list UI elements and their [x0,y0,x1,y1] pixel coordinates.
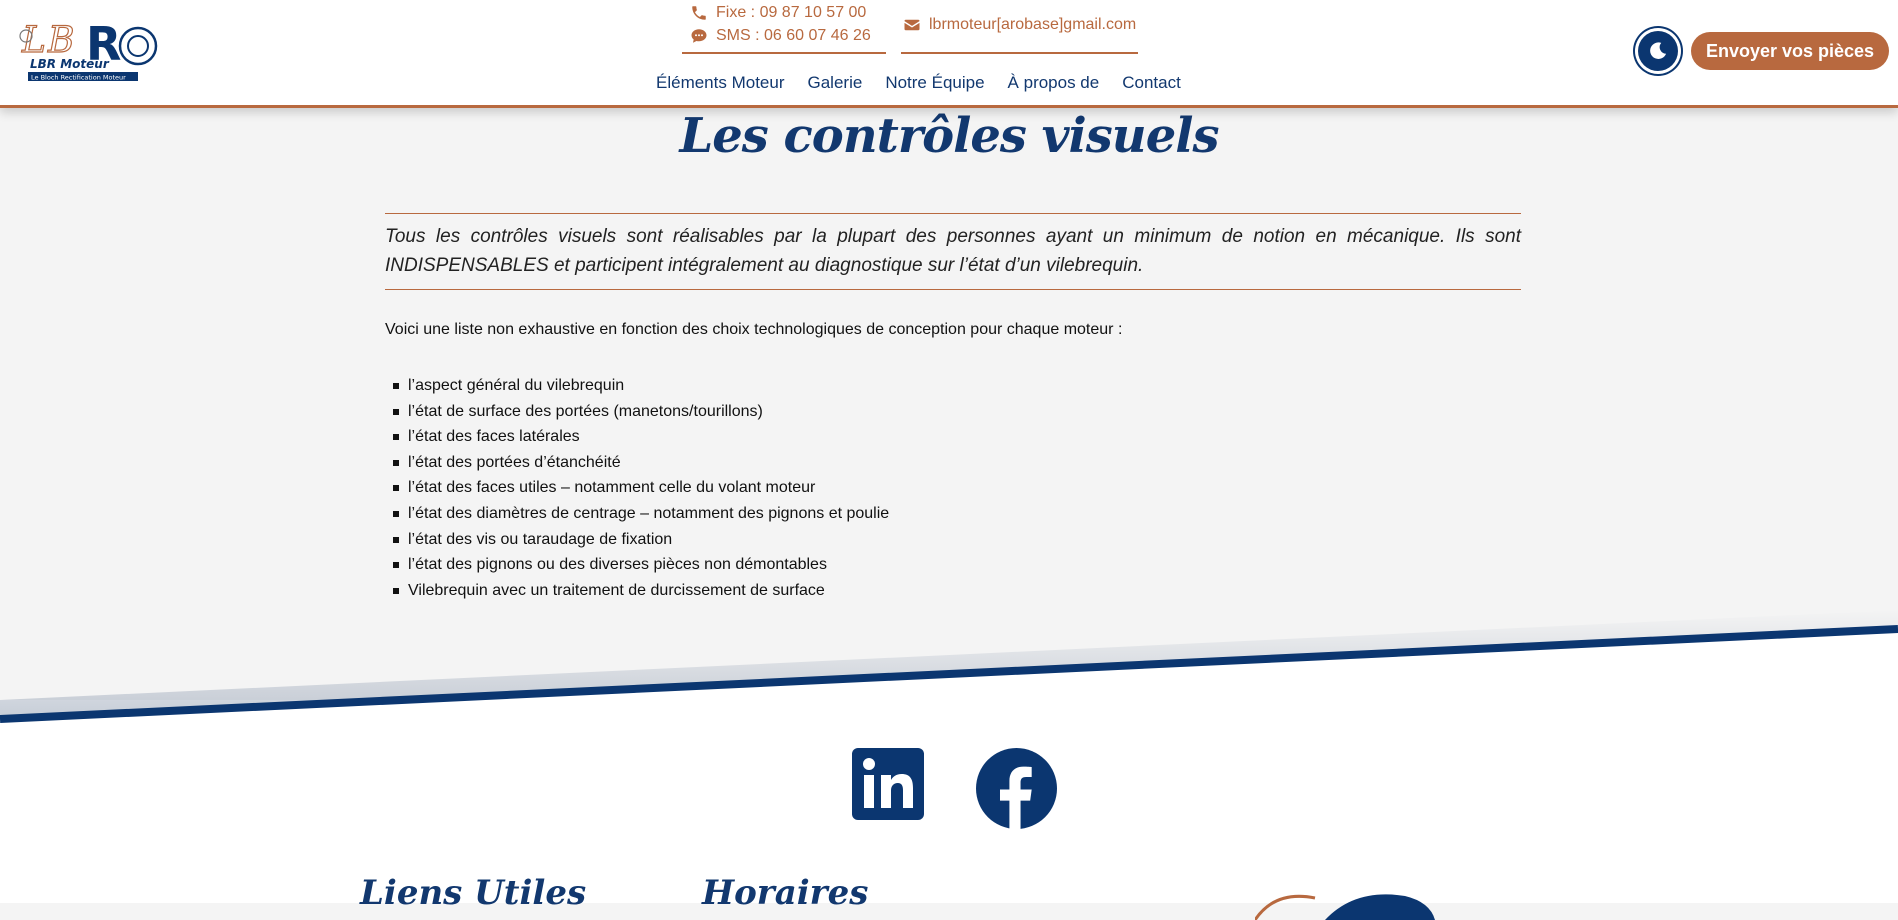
list-item: l’aspect général du vilebrequin [385,373,889,399]
page-title: Les contrôles visuels [679,108,1219,164]
svg-text:R: R [86,18,122,71]
facebook-link[interactable] [976,748,1057,829]
site-logo[interactable] [18,18,170,82]
list-item: l’état des vis ou taraudage de fixation [385,527,889,553]
email-contact-box [901,0,1138,54]
footer [0,700,1898,903]
nav-item-galerie[interactable]: Galerie [807,73,863,92]
moon-icon [1647,40,1669,62]
linkedin-icon [852,748,924,820]
list-item: l’état de surface des portées (manetons/tourillons) [385,399,889,425]
main-nav [656,73,1181,93]
footer-heading-liens: Liens Utiles [360,873,587,913]
list-item: l’état des diamètres de centrage – notamment des pignons et poulie [385,501,889,527]
svg-text:L: L [22,20,46,61]
sms-icon [690,27,708,45]
dark-mode-toggle[interactable] [1638,31,1678,71]
list-item: l’état des faces utiles – notamment celle du volant moteur [385,475,889,501]
linkedin-link[interactable] [852,748,924,820]
send-parts-button[interactable]: Envoyer vos pièces [1691,32,1889,70]
phone-icon [690,4,708,22]
logo-tagline: Le Bloch Rectification Moteur [31,73,126,82]
nav-item-notre-equipe[interactable]: Notre Équipe [885,73,985,92]
site-header [0,0,1898,108]
facebook-icon [976,748,1057,829]
section-divider [0,610,1898,730]
logo-text: LBR Moteur [30,57,109,71]
list-item: l’état des pignons ou des diverses pièces non démontables [385,552,889,578]
phone-fixe-link[interactable] [690,4,866,22]
lead-paragraph: Tous les contrôles visuels sont réalisables par la plupart des personnes ayant un minimum de notion en mécanique. Ils sont INDISPENSABLES et participent intégralement au diagnostique sur l’état d’un vilebrequin. [385,213,1521,290]
intro-text: Voici une liste non exhaustive en fonction des choix technologiques de conception pour chaque moteur : [385,321,1123,338]
email-link[interactable] [903,16,1136,34]
footer-heading-horaires: Horaires [702,873,869,913]
list-item: Vilebrequin avec un traitement de durcissement de surface [385,578,889,604]
nav-item-a-propos[interactable]: À propos de [1007,73,1100,92]
phone-sms-text: SMS : 06 60 07 46 26 [716,27,871,44]
footer-logo [1255,890,1435,920]
phone-fixe-text: Fixe : 09 87 10 57 00 [716,4,867,21]
list-item: l’état des faces latérales [385,424,889,450]
envelope-icon [903,16,921,34]
nav-item-elements-moteur[interactable]: Éléments Moteur [656,73,785,92]
list-item: l’état des portées d’étanchéité [385,450,889,476]
nav-item-contact[interactable]: Contact [1122,73,1181,92]
checks-list [385,373,889,603]
phone-sms-link[interactable] [690,27,871,45]
phone-contact-box [682,0,886,54]
email-text: lbrmoteur[arobase]gmail.com [929,16,1137,33]
svg-text:B: B [48,20,75,61]
